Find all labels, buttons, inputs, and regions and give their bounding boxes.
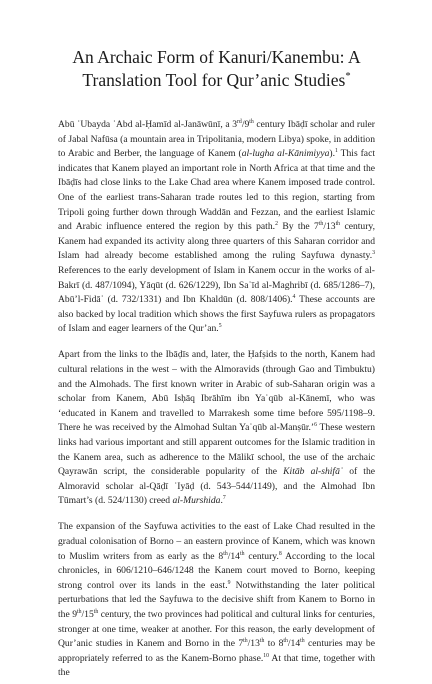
text-run: . [220,495,223,507]
footnote-ref: 6 [314,422,318,429]
text-run: These western links had various important and still apparent outcomes for the Islamic tradition in the Kanem area, such as adherence to the Mālikī school, the use of the archaic Qayrawān script, the considerable popularity of the [58,422,375,478]
superscript: rd [237,118,242,125]
title-footnote-marker: * [345,70,351,82]
superscript: th [223,550,228,557]
text-run: century. [244,550,279,562]
text-run: century Ibāḍī scholar and ruler of Jabal Nafūsa (a mountain area in Tripolitania, modern Libya) spoke, in addition to Arabic and Berber, the language of Kanem ( [58,119,375,160]
footnote-ref: 7 [222,495,226,502]
text-run: /14 [287,638,301,650]
italic-term: al-Murshida [172,495,221,507]
superscript: th [239,550,245,557]
italic-term: Kitāb al-shifāʾ [283,466,344,478]
footnote-ref: 5 [218,323,222,330]
footnote-ref: 2 [275,220,278,227]
text-run: These accounts are also backed by local tradition which shows the first Sayfuwa rulers as propagators of Islam and eager learners of the Qur’an. [58,294,375,335]
footnote-ref: 8 [278,550,282,557]
text-run: Abū ʿUbayda ʿAbd al-Ḥamīd al-Janāwūnī, a 3 [58,119,238,130]
text-run: century, the two provinces had political and cultural links for centuries, stronger at one time, weaker at another. For this reason, the early development of Qur’anic studies in Kanem and Borno in the 7 [58,609,375,650]
paragraph-3 [58,520,375,681]
paragraph-2 [58,348,375,509]
text-run: /15 [81,609,94,620]
text-run: According to the local chronicles, in 606/1210–646/1248 the Kanem court moved to Borno, keeping strong control over its lands in the east. [58,550,376,591]
title-line-1: An Archaic Form of Kanuri/Kanembu: A [72,47,361,67]
superscript: th [318,220,324,227]
text-run: /14 [227,550,240,562]
article-title [58,46,375,91]
paragraph-1 [58,118,375,337]
footnote-ref: 4 [292,293,296,300]
text-run: century, Kanem had expanded its activity along three quarters of this Saharan corridor and Islam had already become established among the ruling Sayfuwa dynasty. [58,221,375,262]
superscript: th [77,608,82,615]
italic-term: al-lugha al-Kānimiyya [241,148,330,160]
text-run: /13 [323,221,336,233]
text-run: /9 [241,119,250,130]
text-run: centuries may be appropriately referred to as the Kanem-Borno phase. [58,638,375,664]
footnote-ref: 10 [263,652,270,659]
footnote-ref: 9 [227,579,231,586]
superscript: th [300,638,305,644]
superscript: th [283,638,288,644]
text-run: The expansion of the Sayfuwa activities to the east of Lake Chad resulted in the gradual colonisation of Borno – an eastern province of Kanem, which was known to Muslim writers from as early as the 8 [58,521,375,562]
text-run: References to the early development of Islam in Kanem occur in the works of al-Bakrī (d. 487/1094), Yāqūt (d. 626/1229), Ibn Saʿīd al-Maghribī (d. 685/1286–7), Abū’l-Fidāʾ (d. 732/1331) and Ibn Khaldūn (d. 808/1406). [58,264,375,306]
superscript: th [243,638,248,644]
text-run: At that time, together with the [58,652,375,679]
superscript: th [249,118,254,125]
text-run: Notwithstanding the later political perturbations that led the Sayfuwa to the decisive shift from Kanem to Borno in the 9 [58,579,375,620]
superscript: th [93,608,99,615]
text-run: Apart from the links to the Ibāḍīs and, later, the Ḥafṣids to the north, Kanem had cultural relations in the west – with the Almoravids (through Gao and Timbuktu) and the Almohads. The first known writer in Arabic of sub-Saharan origin was a scholar from Kanem, Abū Isḥāq Ibrāhīm ibn Yaʿqūb al-Kānemī, who was ‘educated in Kanem and travelled to Marrakesh some time before 595/1198–9. There he was received by the Almohad Sultan Yaʿqūb al-Manṣūr.’ [58,349,375,434]
footnote-ref: 3 [372,250,375,257]
title-line-2: Translation Tool for Qur’anic Studies [82,69,346,90]
superscript: th [335,220,341,227]
text-run: /13 [247,638,260,650]
text-run: of the Almoravid scholar al-Qāḍī ʿIyāḍ (d. 543–544/1149), and the Almohad Ibn Tūmart’s (d. 524/1130) creed [58,466,375,507]
footnote-ref: 1 [334,148,338,154]
text-run: ). [329,148,335,160]
text-run: By the 7 [277,221,319,233]
text-run: This fact indicates that Kanem played an important role in North Africa at that time and the Ibāḍīs had close links to the Lake Chad area where Kanem imposed trade control. One of the earliest trans-Saharan trade routes led to this region, starting from Tripoli going further down through Waddān and Fezzan, and the earliest Islamic and Arabic influence entered the region by this path. [58,148,375,233]
superscript: th [259,638,265,644]
text-run: to 8 [264,638,284,650]
